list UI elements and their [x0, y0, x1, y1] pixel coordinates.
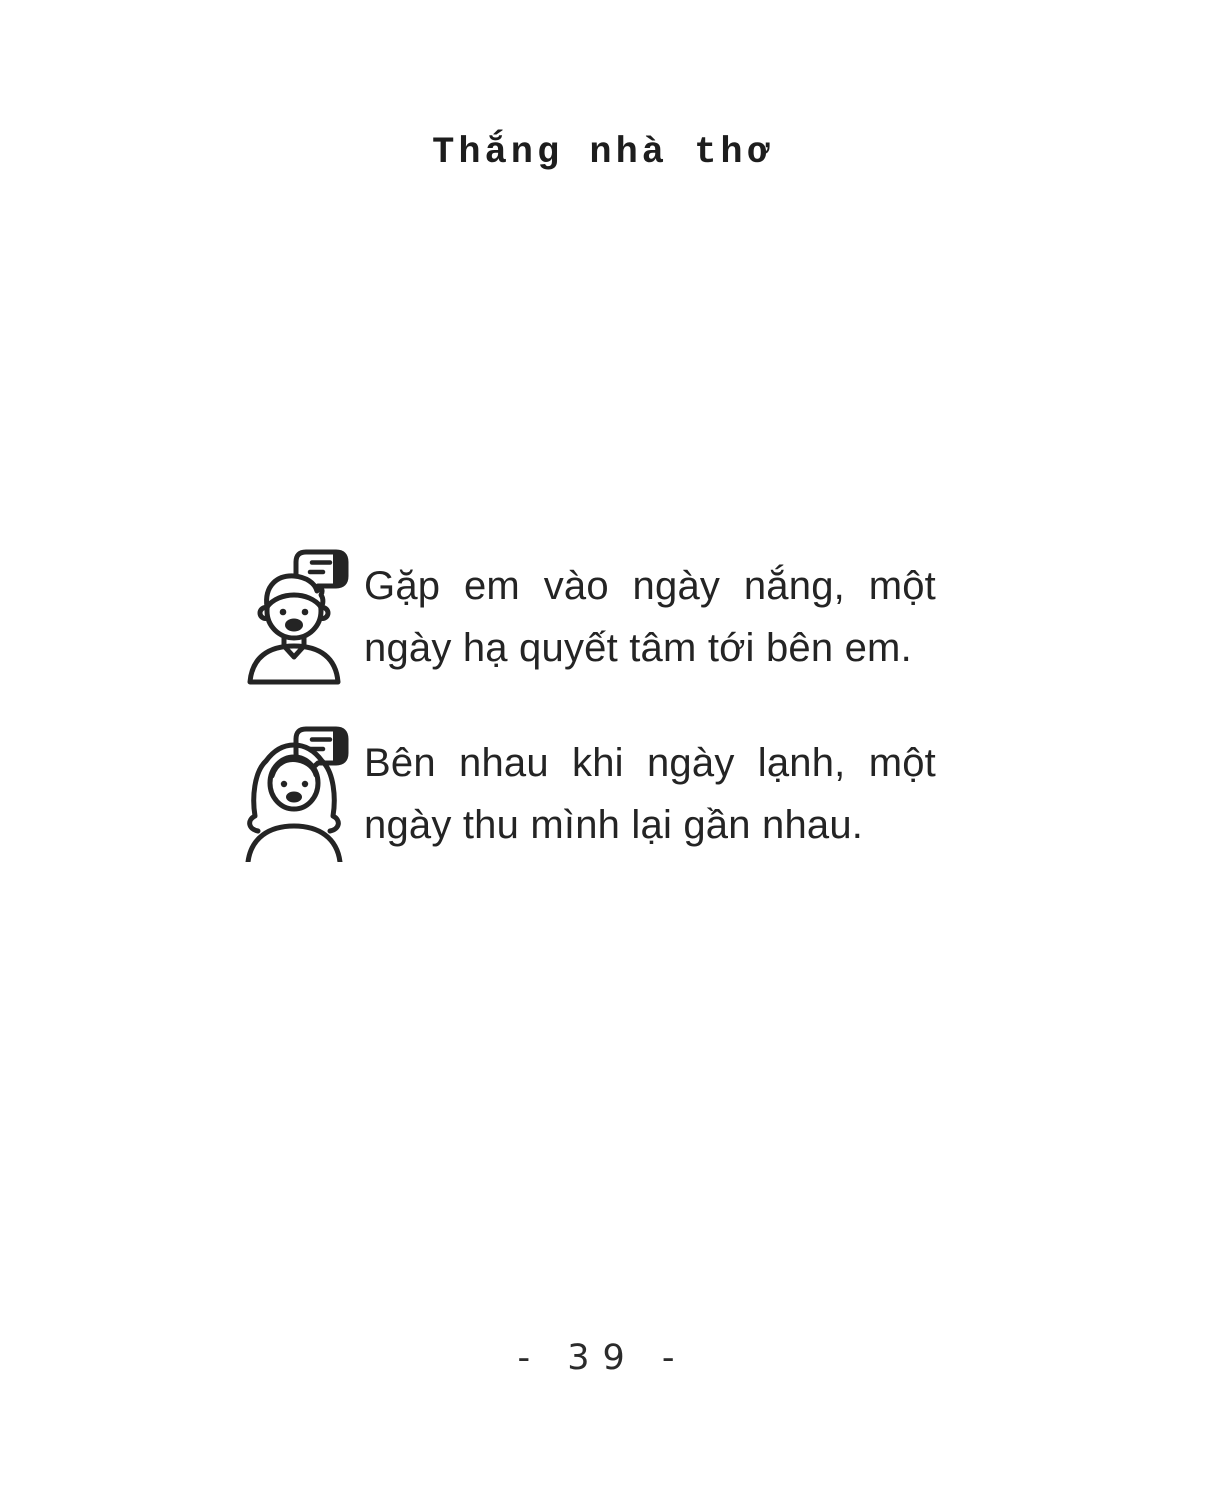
dialogue-text-line: ngày thu mình lại gần nhau. [364, 803, 864, 847]
dialogue-text-line: Gặp em vào ngày nắng, một [364, 564, 936, 608]
page-number: - 39 - [517, 1338, 688, 1378]
woman-figure-icon [248, 745, 340, 862]
dialogue-text-line: ngày hạ quyết tâm tới bên em. [364, 626, 912, 670]
dialogue-text [364, 555, 936, 679]
man-avatar-icon [234, 545, 354, 685]
man-figure-icon [250, 576, 338, 682]
dialogue-text [364, 732, 936, 856]
dialogue-text-line: Bên nhau khi ngày lạnh, một [364, 741, 936, 785]
dialogue-row-woman [234, 722, 940, 862]
woman-avatar-icon [234, 722, 354, 862]
dialogue-list [234, 545, 940, 862]
dialogue-row-man [234, 545, 940, 685]
page-title: Thắng nhà thơ [432, 132, 773, 174]
